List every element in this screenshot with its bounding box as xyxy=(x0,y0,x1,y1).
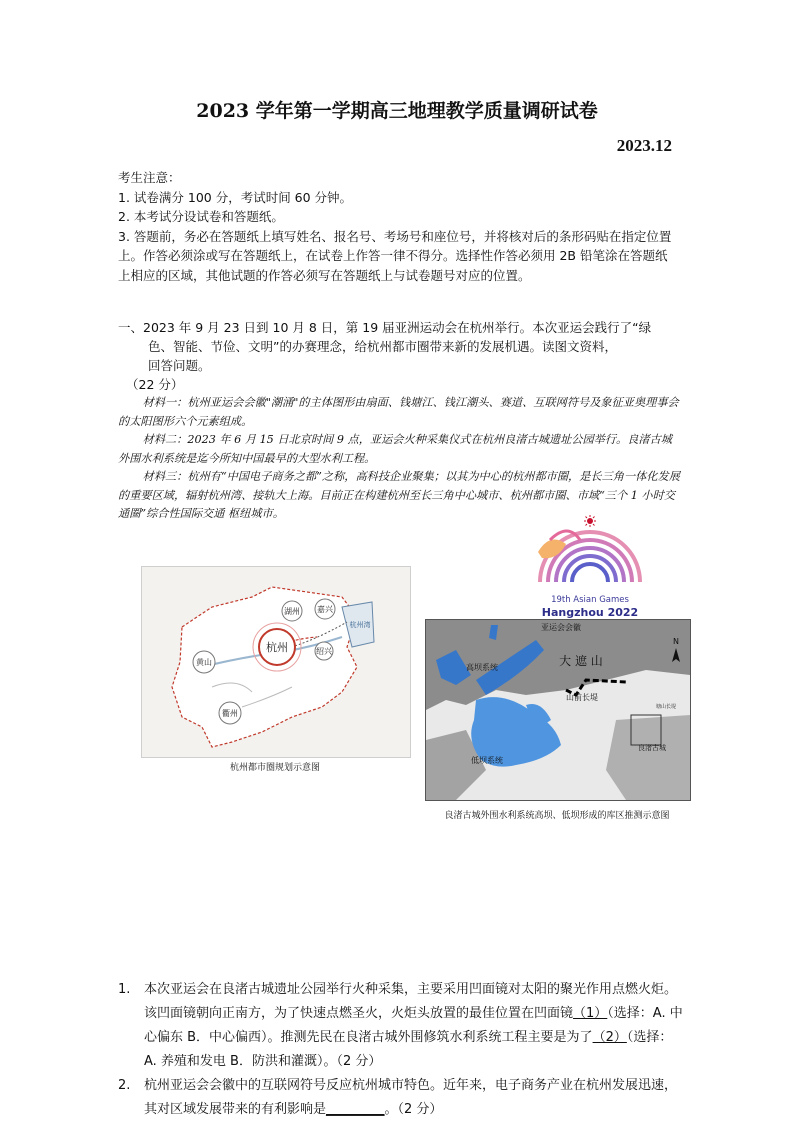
answer-blank[interactable]: （1） xyxy=(573,1006,608,1021)
map2-caption: 良渚古城外围水利系统高坝、低坝形成的库区推测示意图 xyxy=(444,811,670,821)
map1-caption: 杭州都市圈规划示意图 xyxy=(229,763,320,773)
question-list xyxy=(118,978,683,1122)
label-shaoxing: 绍兴 xyxy=(316,647,332,656)
question-number: 2. xyxy=(118,1078,131,1093)
logo-line2: Hangzhou 2022 xyxy=(541,606,639,619)
label-hangzhou-bay: 杭州湾 xyxy=(349,621,371,629)
question-one-intro xyxy=(118,318,683,394)
hangzhou-metro-map xyxy=(141,566,411,758)
label-ancient-city: 良渚古城 xyxy=(638,744,666,752)
asian-games-logo xyxy=(520,512,660,622)
material-one: 材料一：杭州亚运会会徽"潮涌"的主体图形由扇面、钱塘江、钱江潮头、赛道、互联网符号及象征亚奥理事会的太阳图形六个元素组成。 xyxy=(118,396,679,428)
notice-item: 3. 答题前，务必在答题纸上填写姓名、报名号、考场号和座位号，并将核对后的条形码贴在指定位置上。作答必须涂或写在答题纸上，在试卷上作答一律不得分。选择性作答必须用 2B 铅笔涂在答题纸上相应的区域，其他试题的作答必须写在答题纸上与试卷题号对应的位置。 xyxy=(118,228,672,283)
question-number: 1. xyxy=(118,982,131,997)
intro-line: 回答问题。 xyxy=(148,358,211,373)
question-text: （选择：A. 中心偏东 B．中心偏西）。推测先民在良渚古城外围修筑水利系统工程主要是为了 xyxy=(144,1006,683,1045)
answer-blank[interactable]: _________ xyxy=(326,1102,385,1117)
label-levee: 山前长堤 xyxy=(566,693,598,702)
label-jiaxing: 嘉兴 xyxy=(317,605,333,614)
label-small: 塘山长堤 xyxy=(656,704,677,710)
page-title: 2023 学年第一学期高三地理教学质量调研试卷 xyxy=(196,100,598,122)
answer-blank[interactable]: （2） xyxy=(592,1030,627,1045)
materials xyxy=(118,394,683,524)
label-huzhou: 湖州 xyxy=(284,607,300,616)
question-text: 本次亚运会在良渚古城遗址公园举行火种采集，主要采用凹面镜对太阳的聚光作用点燃火炬。该凹面镜朝向正南方，为了快速点燃圣火，火炬头放置的最佳位置在凹面镜 xyxy=(144,982,678,1021)
label-huangshan: 黄山 xyxy=(196,658,212,667)
intro-line: 一、2023 年 9 月 23 日到 10 月 8 日，第 19 届亚洲运动会在杭州举行。本次亚运会践行了“绿 xyxy=(118,320,652,335)
question-item xyxy=(118,1074,683,1122)
label-hangzhou: 杭州 xyxy=(266,641,288,654)
notice-item: 2. 本考试分设试卷和答题纸。 xyxy=(118,209,284,224)
label-emblem: 亚运会会徽 xyxy=(541,623,581,632)
notice-item: 1. 试卷满分 100 分，考试时间 60 分钟。 xyxy=(118,189,353,205)
intro-line: 色、智能、节俭、文明”的办赛理念，给杭州都市圈带来新的发展机遇。读图文资料， xyxy=(148,339,617,354)
exam-notice xyxy=(118,168,678,285)
label-high-dam: 高坝系统 xyxy=(466,663,498,672)
north-label: N xyxy=(673,637,679,646)
notice-heading: 考生注意： xyxy=(118,170,181,185)
label-quzhou: 衢州 xyxy=(222,709,238,718)
exam-date: 2023.12 xyxy=(616,136,672,155)
label-mountain: 大 遮 山 xyxy=(559,654,603,668)
question-item xyxy=(118,978,683,1074)
question-text: 杭州亚运会会徽中的互联网符号反应杭州城市特色。近年来，电子商务产业在杭州发展迅速，其对区域发展带来的有利影响是 xyxy=(144,1078,678,1117)
label-low-dam: 低坝系统 xyxy=(471,756,503,765)
material-two: 材料二：2023 年 6 月 15 日北京时间 9 点，亚运会火种采集仪式在杭州良渚古城遗址公园举行。良渚古城外围水利系统是迄今所知中国最早的大型水利工程。 xyxy=(118,433,672,465)
question-text: （选择：A. 养殖和发电 B．防洪和灌溉）。（2 分） xyxy=(144,1030,673,1069)
logo-line1: 19th Asian Games xyxy=(551,595,629,605)
material-three: 材料三：杭州有“中国电子商务之都”之称，高科技企业聚集；以其为中心的杭州都市圈，是长三角一体化发展的重要区域，辐射杭州湾、接轨大上海。目前正在构建杭州至长三角中心城市、杭州都市圈、市域“三个 1 小时交通圈”综合性国际交通 枢纽城市。 xyxy=(118,470,680,520)
liangzhu-water-system-map xyxy=(425,619,691,801)
question-text: 。（2 分） xyxy=(384,1102,443,1117)
question-score: （22 分） xyxy=(126,377,184,392)
